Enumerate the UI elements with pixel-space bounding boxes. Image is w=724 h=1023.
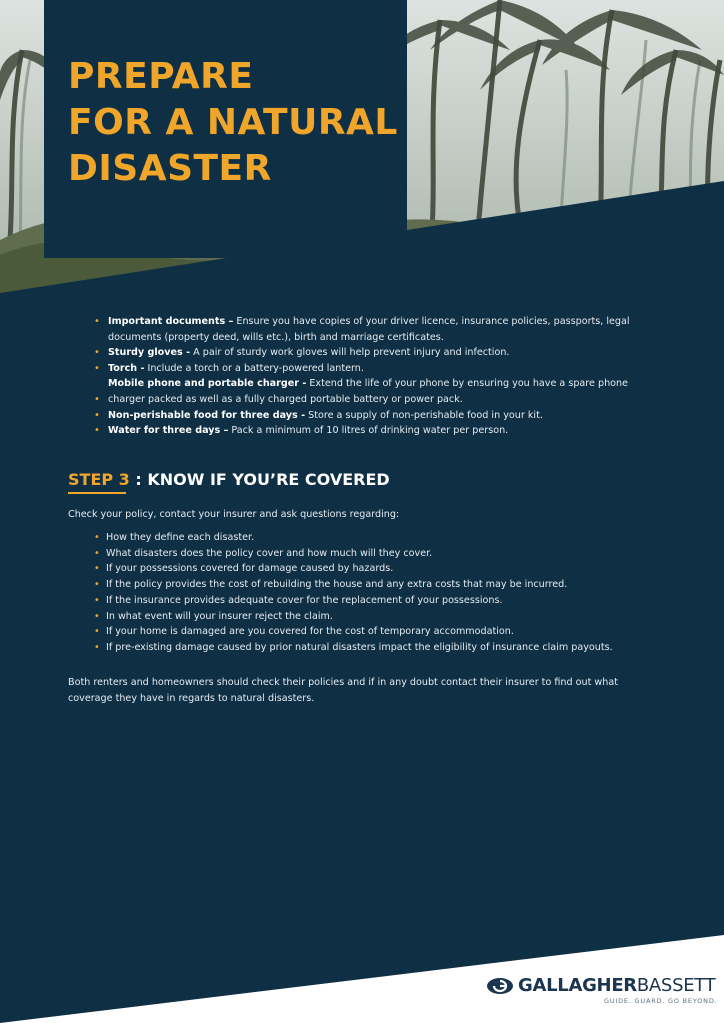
gallagher-bassett-logo [486, 975, 718, 1015]
bullet-dot-icon: • [94, 409, 100, 421]
bullet-dot-icon: • [94, 362, 100, 374]
logo-brand-light: BASSETT [636, 975, 716, 996]
coverage-question-text: In what event will your insurer reject the claim. [106, 610, 333, 622]
kit-list-item [94, 423, 654, 439]
bullet-dot-icon: • [94, 393, 100, 405]
kit-item-text: A pair of sturdy work gloves will help prevent injury and infection. [190, 347, 510, 359]
logo-tagline: GUIDE. GUARD. GO BEYOND. [604, 997, 718, 1005]
closing-paragraph: Both renters and homeowners should check their policies and if in any doubt contact their insurer to find out what coverage they have in regards to natural disasters. [68, 677, 618, 704]
coverage-question-text: If your home is damaged are you covered for the cost of temporary accommodation. [106, 626, 514, 638]
coverage-question-item [94, 624, 654, 640]
kit-list-item [94, 408, 654, 424]
kit-item-label: Water for three days – [108, 425, 229, 437]
coverage-question-text: If the policy provides the cost of rebuilding the house and any extra costs that may be incurred. [106, 579, 568, 591]
coverage-questions-list [94, 530, 654, 656]
emergency-kit-list [94, 314, 654, 439]
step-heading [68, 468, 390, 492]
coverage-question-text: If the insurance provides adequate cover for the replacement of your possessions. [106, 594, 503, 606]
kit-list-item [94, 376, 654, 392]
bullet-dot-icon: • [94, 594, 100, 606]
coverage-question-item [94, 561, 654, 577]
intro-paragraph: Check your policy, contact your insurer and ask questions regarding: [68, 509, 400, 520]
kit-item-label: Torch - [108, 362, 145, 374]
step-number: STEP 3 [68, 470, 130, 489]
kit-list-item [94, 314, 654, 345]
gallagher-bassett-logo-icon [486, 977, 514, 995]
kit-item-text: Store a supply of non-perishable food in your kit. [305, 409, 543, 421]
bullet-dot-icon: • [94, 347, 100, 359]
kit-item-label: Sturdy gloves - [108, 347, 191, 359]
kit-item-text: Pack a minimum of 10 litres of drinking water per person. [228, 425, 509, 437]
coverage-question-item [94, 640, 654, 656]
coverage-question-item [94, 530, 654, 546]
coverage-question-text: What disasters does the policy cover and how much will they cover. [106, 547, 433, 559]
kit-item-label: Important documents – [108, 316, 234, 327]
coverage-question-text: How they define each disaster. [106, 532, 255, 543]
kit-item-text: Extend the life of your phone by ensuring you have a spare phone [306, 378, 629, 390]
kit-list-item [94, 361, 654, 377]
kit-list-item [94, 345, 654, 361]
kit-item-text: Ensure you have copies of your driver licence, insurance policies, passports, legal documents (property deed, wills etc.), birth and marriage certificates. [108, 316, 630, 343]
bullet-dot-icon: • [94, 610, 100, 622]
bullet-dot-icon: • [94, 579, 100, 591]
coverage-question-item [94, 577, 654, 593]
kit-item-text: Include a torch or a battery-powered lantern. [144, 362, 364, 374]
bullet-dot-icon: • [94, 563, 100, 575]
coverage-question-text: If pre-existing damage caused by prior natural disasters impact the eligibility of insurance claim payouts. [106, 641, 613, 653]
coverage-question-item [94, 546, 654, 562]
kit-list-item [94, 392, 654, 408]
bullet-dot-icon: • [94, 316, 100, 327]
kit-item-text: charger packed as well as a fully charged portable battery or power pack. [108, 393, 463, 405]
page-title: PREPARE FOR A NATURAL DISASTER [68, 56, 398, 189]
step-title: : KNOW IF YOU’RE COVERED [129, 470, 390, 489]
coverage-question-text: If your possessions covered for damage caused by hazards. [106, 563, 394, 575]
kit-item-label: Mobile phone and portable charger - [108, 378, 307, 390]
bullet-dot-icon: • [94, 641, 100, 653]
bullet-dot-icon: • [94, 425, 100, 437]
bullet-dot-icon: • [94, 626, 100, 638]
bullet-dot-icon: • [94, 547, 100, 559]
step-underline [68, 492, 126, 494]
coverage-question-item [94, 593, 654, 609]
logo-brand-bold: GALLAGHER [518, 975, 637, 996]
kit-item-label: Non-perishable food for three days - [108, 409, 306, 421]
bullet-dot-icon: • [94, 532, 100, 543]
coverage-question-item [94, 609, 654, 625]
logo-wordmark [518, 975, 715, 997]
